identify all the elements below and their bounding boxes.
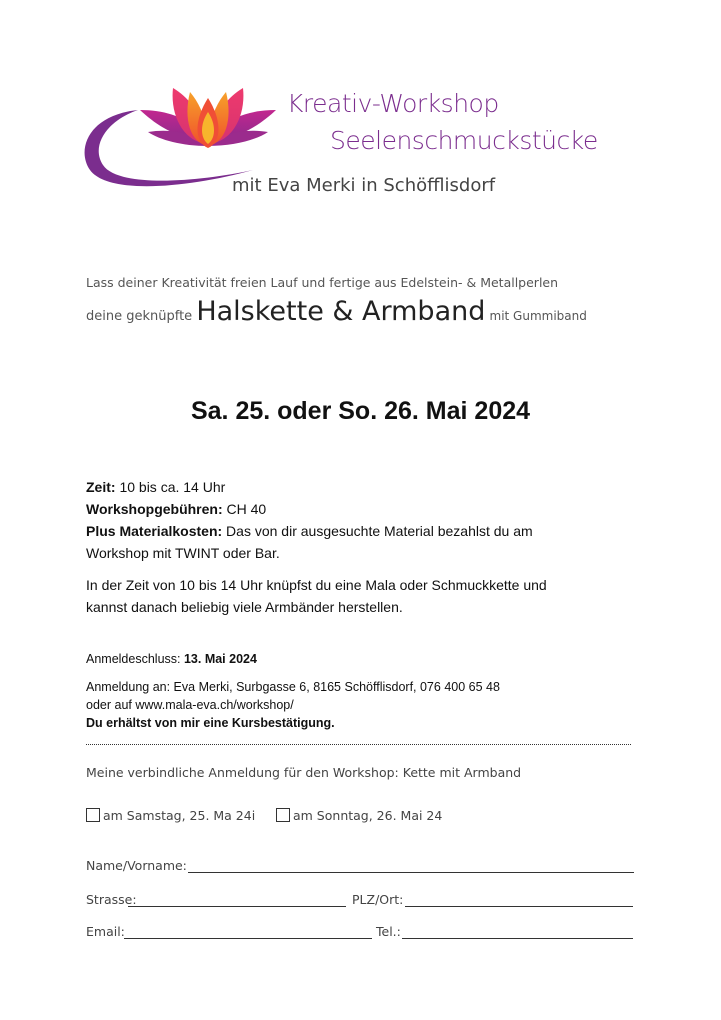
intro-highlight: Halskette & Armband [196, 296, 486, 327]
registration-block [86, 678, 500, 732]
saturday-checkbox[interactable] [86, 808, 100, 822]
zip-label: PLZ/Ort: [352, 892, 404, 907]
confirmation-line: Du erhältst von mir eine Kursbestätigung. [86, 716, 335, 730]
option-saturday[interactable] [86, 808, 255, 823]
saturday-label: am Samstag, 25. Ma 24i [103, 808, 256, 823]
intro-line-1: Lass deiner Kreativität freien Lauf und fertige aus Edelstein- & Metallperlen [86, 275, 559, 290]
street-field[interactable] [128, 906, 346, 907]
web-line: oder auf www.mala-eva.ch/workshop/ [86, 698, 294, 712]
time-label: Zeit: [86, 479, 116, 495]
fee-label: Workshopgebühren: [86, 501, 223, 517]
time-value: 10 bis ca. 14 Uhr [115, 479, 226, 495]
material-value: Das von dir ausgesuchte Material bezahlst du am [222, 523, 533, 539]
material-row [86, 520, 646, 542]
sunday-checkbox[interactable] [276, 808, 290, 822]
tel-label: Tel.: [376, 924, 401, 939]
subtitle: mit Eva Merki in Schöfflisdorf [232, 175, 496, 196]
description-line-2: kannst danach beliebig viele Armbänder herstellen. [86, 599, 403, 615]
intro-suffix: mit Gummiband [489, 309, 587, 323]
fee-value: CH 40 [222, 501, 267, 517]
name-field[interactable] [188, 872, 634, 873]
material-row-2: Workshop mit TWINT oder Bar. [86, 545, 280, 561]
deadline-value: 13. Mai 2024 [183, 652, 257, 666]
cut-line [86, 744, 631, 745]
title-line-2: Seelenschmuckstücke [330, 126, 598, 155]
material-label: Plus Materialkosten: [86, 523, 223, 539]
tel-field[interactable] [402, 938, 633, 939]
option-sunday[interactable] [276, 808, 442, 823]
form-heading: Meine verbindliche Anmeldung für den Workshop: Kette mit Armband [86, 765, 522, 780]
deadline [86, 650, 257, 668]
address-line: Anmeldung an: Eva Merki, Surbgasse 6, 8165 Schöfflisdorf, 076 400 65 48 [86, 680, 500, 694]
title-line-1: Kreativ-Workshop [287, 89, 499, 118]
zip-field[interactable] [405, 906, 633, 907]
email-field[interactable] [124, 938, 372, 939]
description-line-1: In der Zeit von 10 bis 14 Uhr knüpfst du eine Mala oder Schmuckkette und [86, 577, 547, 593]
email-label: Email: [86, 924, 125, 939]
name-label: Name/Vorname: [86, 858, 187, 873]
details-block [86, 476, 646, 618]
date-heading: Sa. 25. oder So. 26. Mai 2024 [190, 397, 531, 425]
fee-row [86, 498, 646, 520]
sunday-label: am Sonntag, 26. Mai 24 [293, 808, 443, 823]
street-label: Strasse: [86, 892, 137, 907]
intro-prefix: deine geknüpfte [86, 309, 193, 324]
intro-line-2 [86, 296, 587, 327]
time-row [86, 476, 646, 498]
deadline-label: Anmeldeschluss: [86, 652, 184, 666]
